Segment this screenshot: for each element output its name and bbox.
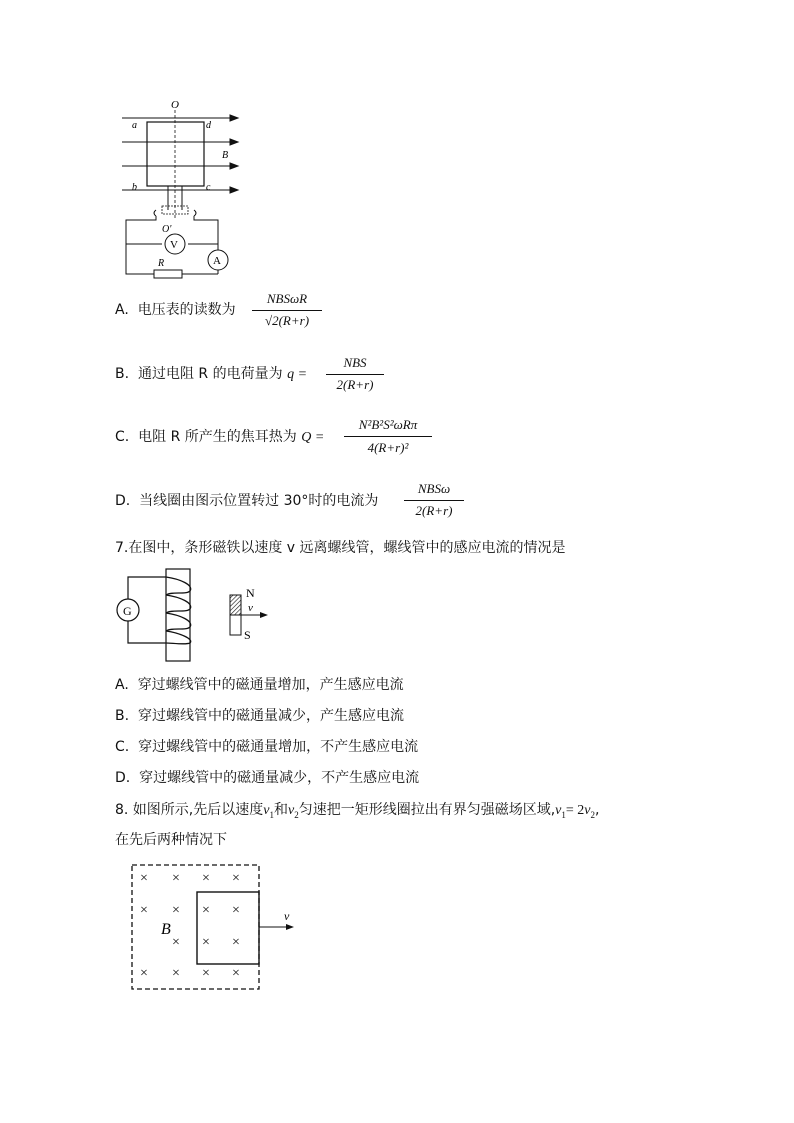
svg-text:×: × [202,966,210,981]
svg-text:×: × [232,903,240,918]
q8-stem-line1: 8. 如图所示,先后以速度$v_1$和$v_2$匀速把一矩形线圈拉出有界匀强磁场区域$,v_1= 2v_2$, [115,802,600,820]
svg-text:×: × [172,966,180,981]
svg-text:×: × [140,903,148,918]
magnet-north-half [230,595,241,615]
svg-text:×: × [202,871,210,886]
axis-label-o: O [171,99,179,111]
svg-text:×: × [172,871,180,886]
svg-text:O': O' [162,224,172,235]
svg-text:×: × [140,966,148,981]
q7-option-c: C. 穿过螺线管中的磁通量增加，不产生感应电流 [115,739,419,755]
svg-text:B: B [161,921,171,938]
svg-text:×: × [232,871,240,886]
svg-text:v: v [248,602,253,614]
q6-option-d: D. 当线圈由图示位置转过 30°时的电流为 [115,493,379,509]
svg-text:N: N [246,586,255,600]
svg-text:V: V [170,239,178,251]
svg-text:A: A [213,255,221,267]
q6-option-c: C. 电阻 R 所产生的焦耳热为 Q = [115,429,325,445]
svg-text:×: × [140,871,148,886]
svg-text:×: × [202,935,210,950]
magnetic-field-region-figure [128,860,308,996]
svg-text:×: × [172,935,180,950]
fraction-b: NBS 2(R+r) [326,355,384,399]
q7-option-d: D. 穿过螺线管中的磁通量减少，不产生感应电流 [115,770,420,786]
svg-text:a: a [132,120,137,131]
fraction-a: NBSωR √2(R+r) [252,291,322,335]
svg-text:v: v [284,909,290,923]
svg-text:S: S [244,628,251,642]
q8-stem-line2: 在先后两种情况下 [115,832,227,848]
svg-text:R: R [158,258,165,269]
svg-text:×: × [172,903,180,918]
svg-text:×: × [232,935,240,950]
q7-option-a: A. 穿过螺线管中的磁通量增加，产生感应电流 [115,677,404,693]
magnet-south-half [230,615,241,635]
svg-text:×: × [202,903,210,918]
rotating-coil-figure [110,98,250,282]
svg-text:×: × [232,966,240,981]
svg-text:G: G [123,604,132,618]
coil-rectangle [147,122,204,186]
magnetic-field-lines [122,115,238,193]
q6-option-a [115,300,236,320]
option-letter: A. [115,302,129,318]
q7-option-b: B. 穿过螺线管中的磁通量减少，产生感应电流 [115,708,404,724]
option-text: 电压表的读数为 [137,302,236,318]
svg-text:B: B [222,150,229,161]
svg-text:c: c [206,182,211,193]
q6-option-b: B. 通过电阻 R 的电荷量为 q = [115,366,308,382]
fraction-c: N²B²S²ωRπ 4(R+r)² [344,417,432,463]
fraction-d: NBSω 2(R+r) [404,481,464,525]
svg-text:b: b [132,182,137,193]
solenoid-magnet-figure [110,565,270,665]
resistor-icon [154,270,182,278]
q7-stem: 7.在图中，条形磁铁以速度 v 远离螺线管，螺线管中的感应电流的情况是 [115,540,566,556]
svg-text:d: d [206,120,211,131]
field-boundary [132,865,259,989]
